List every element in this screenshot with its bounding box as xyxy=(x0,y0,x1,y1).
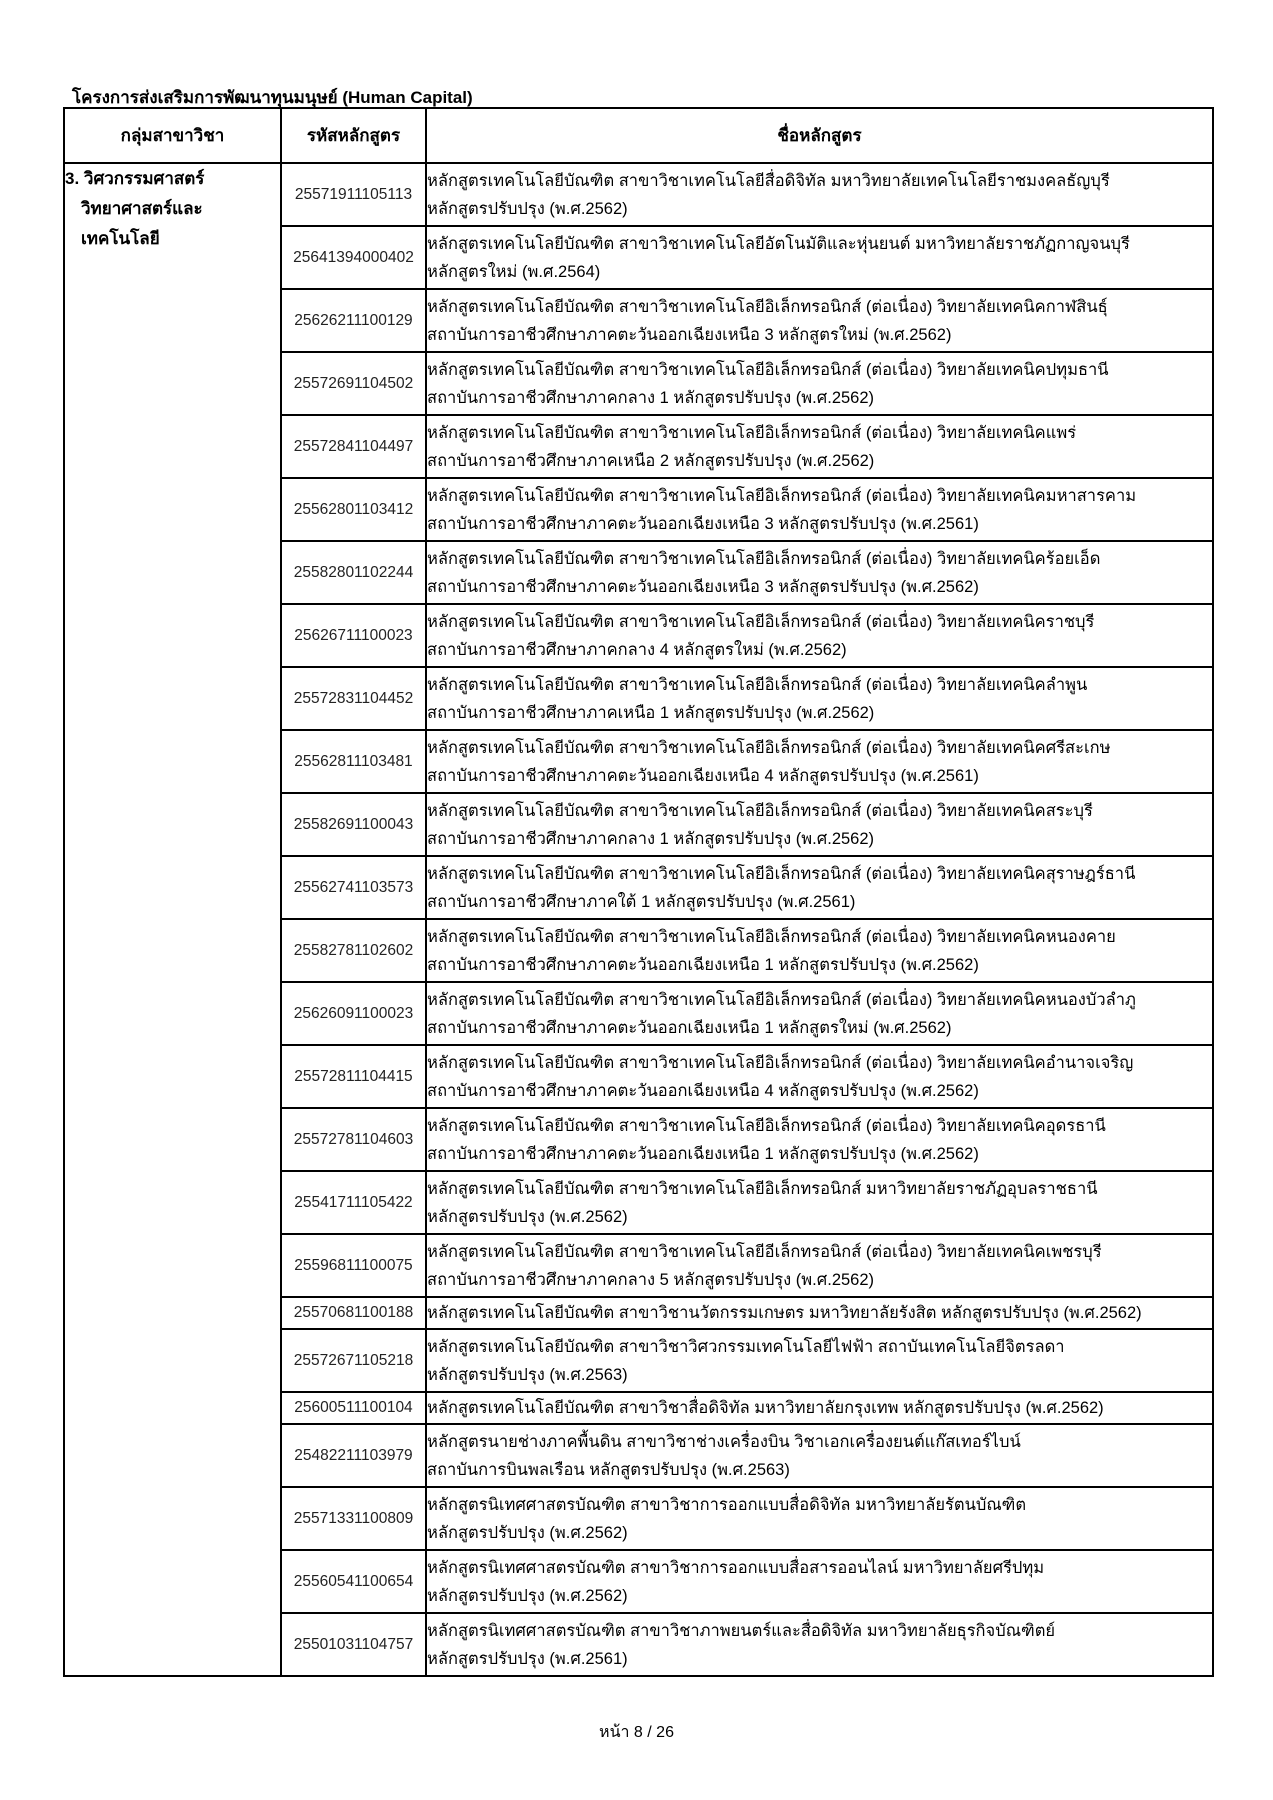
course-name-cell xyxy=(426,1424,1213,1487)
course-code-cell: 25626091100023 xyxy=(281,982,426,1045)
group-name-line2: วิทยาศาสตร์และเทคโนโลยี xyxy=(81,199,203,248)
course-code-cell: 25641394000402 xyxy=(281,226,426,289)
course-code-cell: 25596811100075 xyxy=(281,1234,426,1297)
group-name-line1: 3. วิศวกรรมศาสตร์ xyxy=(65,169,205,188)
course-name-line2: สถาบันการอาชีวศึกษาภาคตะวันออกเฉียงเหนือ 4 หลักสูตรปรับปรุง (พ.ศ.2562) xyxy=(427,1081,979,1100)
course-name-line2: สถาบันการอาชีวศึกษาภาคตะวันออกเฉียงเหนือ 1 หลักสูตรปรับปรุง (พ.ศ.2562) xyxy=(427,1144,979,1163)
course-code-cell: 25501031104757 xyxy=(281,1613,426,1676)
course-name-cell xyxy=(426,1171,1213,1234)
course-name-cell xyxy=(426,1234,1213,1297)
course-name-line2: หลักสูตรปรับปรุง (พ.ศ.2562) xyxy=(427,199,628,218)
course-name-cell xyxy=(426,1297,1213,1329)
course-name-line2: สถาบันการอาชีวศึกษาภาคตะวันออกเฉียงเหนือ 4 หลักสูตรปรับปรุง (พ.ศ.2561) xyxy=(427,766,979,785)
course-name-line2: สถาบันการอาชีวศึกษาภาคตะวันออกเฉียงเหนือ 1 หลักสูตรใหม่ (พ.ศ.2562) xyxy=(427,1018,952,1037)
course-name-line1: หลักสูตรเทคโนโลยีบัณฑิต สาขาวิชาเทคโนโลยีอิเล็กทรอนิกส์ (ต่อเนื่อง) วิทยาลัยเทคนิคอุดรธานี xyxy=(427,1116,1106,1135)
course-code-cell: 25582801102244 xyxy=(281,541,426,604)
header-name-column: ชื่อหลักสูตร xyxy=(426,108,1213,163)
course-name-line2: หลักสูตรปรับปรุง (พ.ศ.2563) xyxy=(427,1365,628,1384)
course-name-line2: สถาบันการอาชีวศึกษาภาคตะวันออกเฉียงเหนือ 3 หลักสูตรปรับปรุง (พ.ศ.2561) xyxy=(427,514,979,533)
course-name-cell xyxy=(426,856,1213,919)
course-code-cell: 25541711105422 xyxy=(281,1171,426,1234)
course-table-body xyxy=(64,163,1213,1676)
course-name-line1: หลักสูตรนายช่างภาคพื้นดิน สาขาวิชาช่างเครื่องบิน วิชาเอกเครื่องยนต์แก๊สเทอร์ไบน์ xyxy=(427,1432,1021,1451)
course-name-cell xyxy=(426,1045,1213,1108)
course-code-cell: 25572781104603 xyxy=(281,1108,426,1171)
header-code-column: รหัสหลักสูตร xyxy=(281,108,426,163)
course-name-line1: หลักสูตรเทคโนโลยีบัณฑิต สาขาวิชาเทคโนโลยีอิเล็กทรอนิกส์ (ต่อเนื่อง) วิทยาลัยเทคนิคราชบุรี xyxy=(427,612,1095,631)
course-name-line1: หลักสูตรเทคโนโลยีบัณฑิต สาขาวิชาเทคโนโลยีอิเล็กทรอนิกส์ (ต่อเนื่อง) วิทยาลัยเทคนิคปทุมธานี xyxy=(427,360,1109,379)
course-name-line1: หลักสูตรเทคโนโลยีบัณฑิต สาขาวิชาเทคโนโลยีอิเล็กทรอนิกส์ (ต่อเนื่อง) วิทยาลัยเทคนิคอำนาจเจริญ xyxy=(427,1053,1134,1072)
course-code-cell: 25572811104415 xyxy=(281,1045,426,1108)
course-name-line1: หลักสูตรนิเทศศาสตรบัณฑิต สาขาวิชาการออกแบบสื่อดิจิทัล มหาวิทยาลัยรัตนบัณฑิต xyxy=(427,1495,1027,1514)
course-name-line1: หลักสูตรเทคโนโลยีบัณฑิต สาขาวิชาเทคโนโลยีอิเล็กทรอนิกส์ (ต่อเนื่อง) วิทยาลัยเทคนิคกาฬสินธุ์ xyxy=(427,297,1108,316)
course-name-cell xyxy=(426,982,1213,1045)
course-name-cell xyxy=(426,604,1213,667)
course-name-line2: สถาบันการบินพลเรือน หลักสูตรปรับปรุง (พ.ศ.2563) xyxy=(427,1460,790,1479)
course-name-cell xyxy=(426,226,1213,289)
course-name-cell xyxy=(426,730,1213,793)
course-name-line1: หลักสูตรนิเทศศาสตรบัณฑิต สาขาวิชาการออกแบบสื่อสารออนไลน์ มหาวิทยาลัยศรีปทุม xyxy=(427,1558,1045,1577)
course-name-line2: สถาบันการอาชีวศึกษาภาคตะวันออกเฉียงเหนือ 3 หลักสูตรปรับปรุง (พ.ศ.2562) xyxy=(427,577,979,596)
course-name-line1: หลักสูตรเทคโนโลยีบัณฑิต สาขาวิชาเทคโนโลยีอิเล็กทรอนิกส์ (ต่อเนื่อง) วิทยาลัยเทคนิคหนองบัวลำภู xyxy=(427,990,1136,1009)
course-name-line1: หลักสูตรเทคโนโลยีบัณฑิต สาขาวิชาเทคโนโลยีอิเล็กทรอนิกส์ (ต่อเนื่อง) วิทยาลัยเทคนิคแพร่ xyxy=(427,423,1077,442)
course-name-line1: หลักสูตรเทคโนโลยีบัณฑิต สาขาวิชานวัตกรรมเกษตร มหาวิทยาลัยรังสิต หลักสูตรปรับปรุง (พ.ศ.2562) xyxy=(427,1304,1142,1322)
course-name-line1: หลักสูตรเทคโนโลยีบัณฑิต สาขาวิชาเทคโนโลยีอิเล็กทรอนิกส์ (ต่อเนื่อง) วิทยาลัยเทคนิคหนองคาย xyxy=(427,927,1116,946)
course-code-cell: 25572841104497 xyxy=(281,415,426,478)
table-row xyxy=(64,163,1213,226)
course-name-line2: สถาบันการอาชีวศึกษาภาคตะวันออกเฉียงเหนือ 1 หลักสูตรปรับปรุง (พ.ศ.2562) xyxy=(427,955,979,974)
course-name-cell xyxy=(426,667,1213,730)
course-name-line2: สถาบันการอาชีวศึกษาภาคตะวันออกเฉียงเหนือ 3 หลักสูตรใหม่ (พ.ศ.2562) xyxy=(427,325,952,344)
course-name-line1: หลักสูตรเทคโนโลยีบัณฑิต สาขาวิชาเทคโนโลยีอิเล็กทรอนิกส์ (ต่อเนื่อง) วิทยาลัยเทคนิคสระบุรี xyxy=(427,801,1093,820)
course-code-cell: 25582691100043 xyxy=(281,793,426,856)
course-name-line1: หลักสูตรเทคโนโลยีบัณฑิต สาขาวิชาเทคโนโลยีอิเล็กทรอนิกส์ (ต่อเนื่อง) วิทยาลัยเทคนิคสุราษฎร์ธานี xyxy=(427,864,1136,883)
course-code-cell: 25600511100104 xyxy=(281,1392,426,1424)
course-name-line1: หลักสูตรเทคโนโลยีบัณฑิต สาขาวิชาเทคโนโลยีอิเล็กทรอนิกส์ (ต่อเนื่อง) วิทยาลัยเทคนิคลำพูน xyxy=(427,675,1088,694)
course-name-line1: หลักสูตรนิเทศศาสตรบัณฑิต สาขาวิชาภาพยนตร์และสื่อดิจิทัล มหาวิทยาลัยธุรกิจบัณฑิตย์ xyxy=(427,1621,1056,1640)
course-name-line2: หลักสูตรปรับปรุง (พ.ศ.2562) xyxy=(427,1586,628,1605)
course-name-line2: สถาบันการอาชีวศึกษาภาคกลาง 4 หลักสูตรใหม่ (พ.ศ.2562) xyxy=(427,640,847,659)
course-name-line1: หลักสูตรเทคโนโลยีบัณฑิต สาขาวิชาเทคโนโลยีอิเล็กทรอนิกส์ มหาวิทยาลัยราชภัฏอุบลราชธานี xyxy=(427,1179,1098,1198)
course-code-cell: 25562741103573 xyxy=(281,856,426,919)
course-name-line1: หลักสูตรเทคโนโลยีบัณฑิต สาขาวิชาเทคโนโลยีอิเล็กทรอนิกส์ (ต่อเนื่อง) วิทยาลัยเทคนิคร้อยเอ็ด xyxy=(427,549,1101,568)
course-name-line1: หลักสูตรเทคโนโลยีบัณฑิต สาขาวิชาวิศวกรรมเทคโนโลยีไฟฟ้า สถาบันเทคโนโลยีจิตรลดา xyxy=(427,1337,1065,1356)
course-code-cell: 25571911105113 xyxy=(281,163,426,226)
course-name-cell xyxy=(426,919,1213,982)
course-name-line2: สถาบันการอาชีวศึกษาภาคใต้ 1 หลักสูตรปรับปรุง (พ.ศ.2561) xyxy=(427,892,856,911)
course-name-cell xyxy=(426,1613,1213,1676)
course-code-cell: 25562801103412 xyxy=(281,478,426,541)
page-footer: หน้า 8 / 26 xyxy=(599,1724,674,1741)
course-name-line2: หลักสูตรใหม่ (พ.ศ.2564) xyxy=(427,262,601,281)
course-code-cell: 25572691104502 xyxy=(281,352,426,415)
course-name-line2: หลักสูตรปรับปรุง (พ.ศ.2561) xyxy=(427,1649,628,1668)
course-code-cell: 25562811103481 xyxy=(281,730,426,793)
course-code-cell: 25582781102602 xyxy=(281,919,426,982)
course-name-cell xyxy=(426,1392,1213,1424)
page-title: โครงการส่งเสริมการพัฒนาทุนมนุษย์ (Human Capital) xyxy=(72,88,473,107)
course-name-line2: สถาบันการอาชีวศึกษาภาคกลาง 1 หลักสูตรปรับปรุง (พ.ศ.2562) xyxy=(427,388,875,407)
course-name-cell xyxy=(426,415,1213,478)
course-name-cell xyxy=(426,541,1213,604)
course-name-cell xyxy=(426,289,1213,352)
course-name-line2: สถาบันการอาชีวศึกษาภาคกลาง 5 หลักสูตรปรับปรุง (พ.ศ.2562) xyxy=(427,1270,875,1289)
course-name-line1: หลักสูตรเทคโนโลยีบัณฑิต สาขาวิชาเทคโนโลยีอิเล็กทรอนิกส์ (ต่อเนื่อง) วิทยาลัยเทคนิคมหาสารคาม xyxy=(427,486,1137,505)
course-name-line1: หลักสูตรเทคโนโลยีบัณฑิต สาขาวิชาเทคโนโลยีอิเล็กทรอนิกส์ (ต่อเนื่อง) วิทยาลัยเทคนิคศรีสะเกษ xyxy=(427,738,1111,757)
course-code-cell: 25626711100023 xyxy=(281,604,426,667)
course-code-cell: 25570681100188 xyxy=(281,1297,426,1329)
course-name-line1: หลักสูตรเทคโนโลยีบัณฑิต สาขาวิชาสื่อดิจิทัล มหาวิทยาลัยกรุงเทพ หลักสูตรปรับปรุง (พ.ศ.2562) xyxy=(427,1399,1104,1417)
course-name-line2: สถาบันการอาชีวศึกษาภาคกลาง 1 หลักสูตรปรับปรุง (พ.ศ.2562) xyxy=(427,829,875,848)
course-name-cell xyxy=(426,1550,1213,1613)
course-name-line1: หลักสูตรเทคโนโลยีบัณฑิต สาขาวิชาเทคโนโลยีสื่อดิจิทัล มหาวิทยาลัยเทคโนโลยีราชมงคลธัญบุรี xyxy=(427,171,1110,190)
table-header-row xyxy=(64,108,1213,163)
course-name-line2: หลักสูตรปรับปรุง (พ.ศ.2562) xyxy=(427,1523,628,1542)
course-name-line2: สถาบันการอาชีวศึกษาภาคเหนือ 2 หลักสูตรปรับปรุง (พ.ศ.2562) xyxy=(427,451,875,470)
course-name-cell xyxy=(426,1487,1213,1550)
group-cell xyxy=(64,163,281,1676)
course-name-line2: สถาบันการอาชีวศึกษาภาคเหนือ 1 หลักสูตรปรับปรุง (พ.ศ.2562) xyxy=(427,703,875,722)
course-code-cell: 25571331100809 xyxy=(281,1487,426,1550)
header-group-column: กลุ่มสาขาวิชา xyxy=(64,108,281,163)
course-name-cell xyxy=(426,352,1213,415)
course-code-cell: 25572831104452 xyxy=(281,667,426,730)
course-table xyxy=(63,107,1214,1677)
course-code-cell: 25572671105218 xyxy=(281,1329,426,1392)
course-name-line1: หลักสูตรเทคโนโลยีบัณฑิต สาขาวิชาเทคโนโลยีอัตโนมัติและหุ่นยนต์ มหาวิทยาลัยราชภัฏกาญจนบุรี xyxy=(427,234,1130,253)
course-name-cell xyxy=(426,793,1213,856)
course-code-cell: 25560541100654 xyxy=(281,1550,426,1613)
course-code-cell: 25626211100129 xyxy=(281,289,426,352)
course-name-cell xyxy=(426,1329,1213,1392)
course-name-line2: หลักสูตรปรับปรุง (พ.ศ.2562) xyxy=(427,1207,628,1226)
course-name-cell xyxy=(426,163,1213,226)
course-name-cell xyxy=(426,1108,1213,1171)
course-name-line1: หลักสูตรเทคโนโลยีบัณฑิต สาขาวิชาเทคโนโลยีอีเล็กทรอนิกส์ (ต่อเนื่อง) วิทยาลัยเทคนิคเพชรบุรี xyxy=(427,1242,1102,1261)
course-code-cell: 25482211103979 xyxy=(281,1424,426,1487)
course-name-cell xyxy=(426,478,1213,541)
